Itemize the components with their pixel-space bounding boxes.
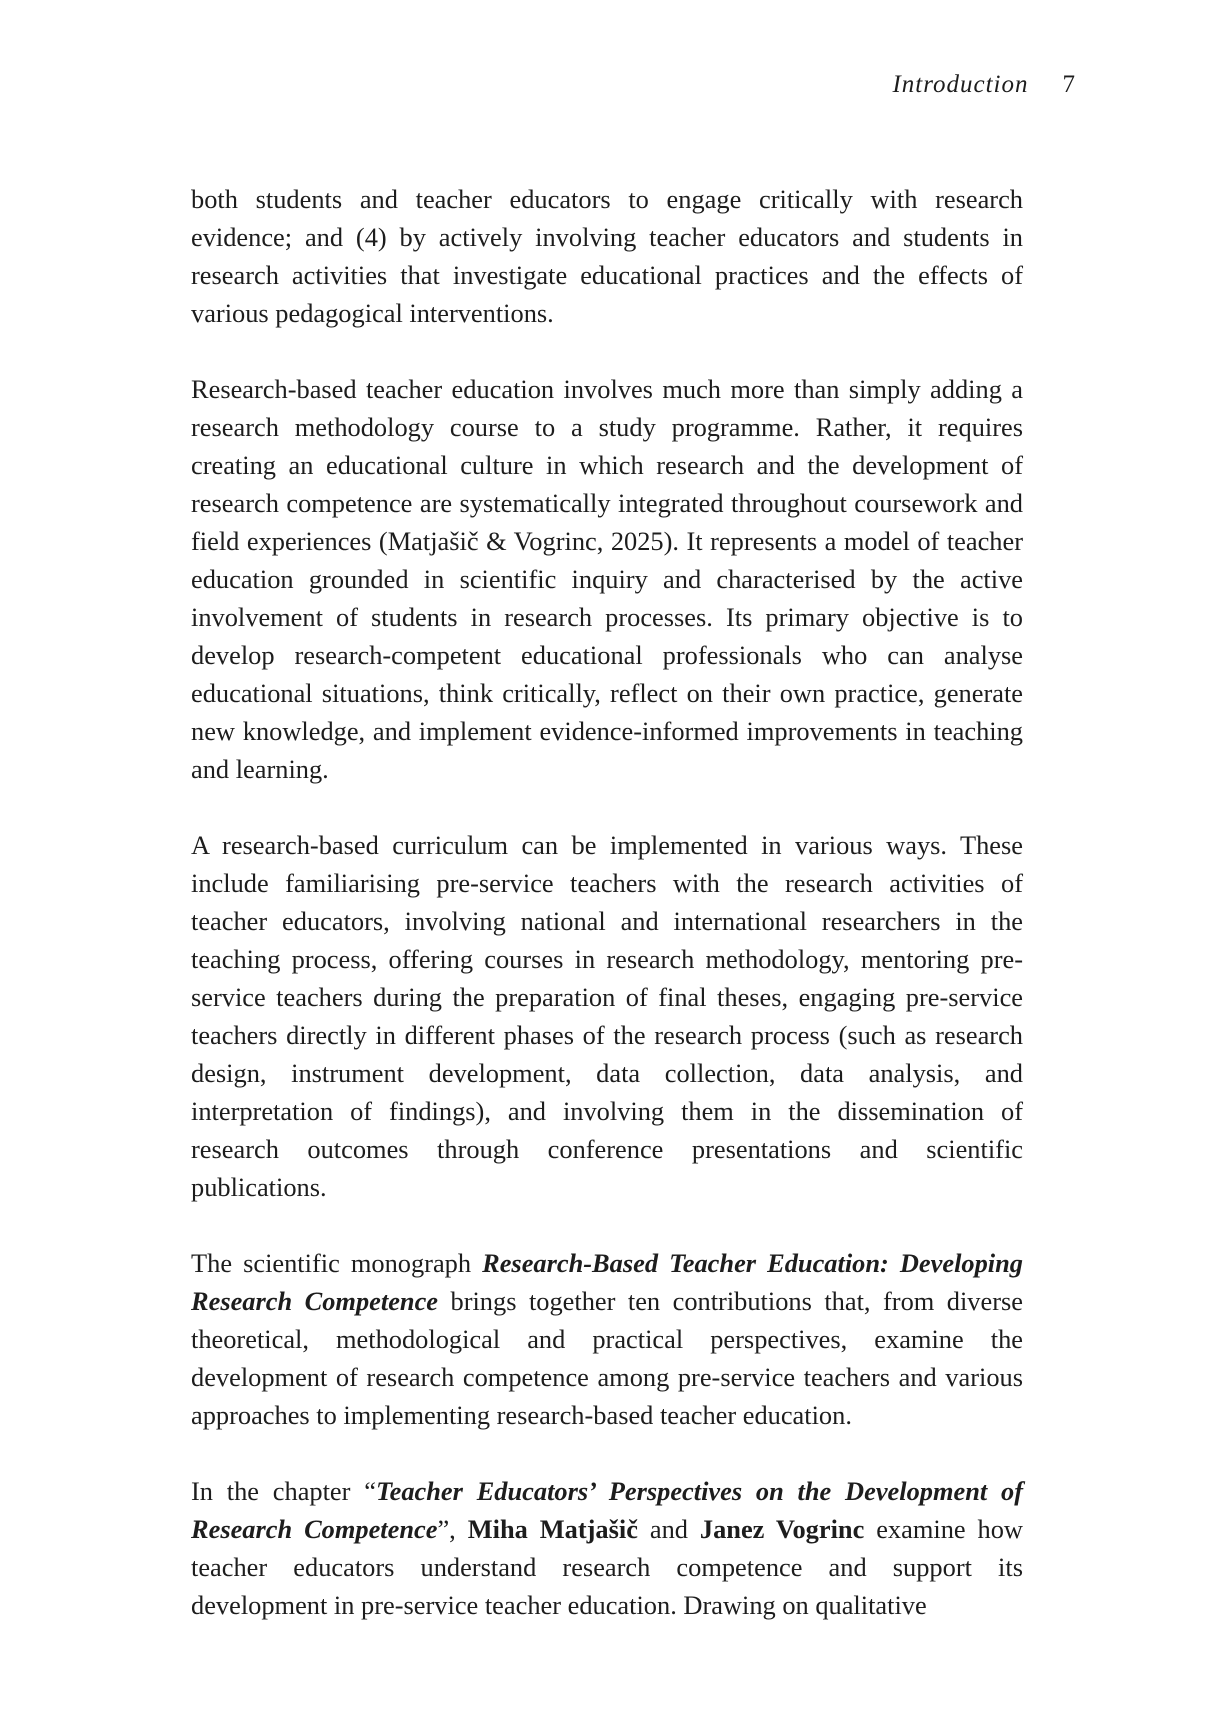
author-name: Janez Vogrinc — [699, 1514, 865, 1544]
running-head — [892, 70, 1075, 100]
paragraph-3: A research-based curriculum can be implemented in various ways. These include familiarising pre-service teachers with the research activities of teacher educators, involving national and international researchers in the teaching process, offering courses in research methodology, mentoring pre-service teachers during the preparation of final theses, engaging pre-service teachers directly in different phases of the research process (such as research design, instrument development, data collection, data analysis, and interpretation of findings), and involving them in the dissemination of research outcomes through conference presentations and scientific publications. — [191, 830, 1023, 1202]
paragraph-5-intro: In the chapter “ — [191, 1476, 376, 1506]
running-title: Introduction — [892, 71, 1029, 98]
paragraph-5-sep2: and — [637, 1514, 700, 1544]
paragraph-4 — [191, 1244, 1023, 1434]
paragraph-5-body: examine how teacher educators understand research competence and support its development in pre-service teacher education. Drawing on qualitative — [191, 1514, 1023, 1620]
page-number: 7 — [1062, 71, 1075, 98]
paragraph-5-sep1: ”, — [437, 1514, 468, 1544]
author-name: Miha Matjašič — [467, 1514, 638, 1544]
paragraph-4-intro: The scientific monograph — [191, 1248, 483, 1278]
paragraph-5 — [191, 1472, 1023, 1624]
paragraph-4-body: brings together ten contributions that, from diverse theoretical, methodological and practical perspectives, examine the development of research competence among pre-service teachers and various approaches to implementing research-based teacher education. — [191, 1286, 1023, 1430]
paragraph-1: both students and teacher educators to engage critically with research evidence; and (4) by actively involving teacher educators and students in research activities that investigate educational practices and the effects of various pedagogical interventions. — [191, 184, 1023, 328]
monograph-title: Research-Based Teacher Education: Developing Research Competence — [191, 1248, 1023, 1316]
body-text — [191, 180, 1023, 1662]
chapter-title: Teacher Educators’ Perspectives on the Development of Research Competence — [191, 1476, 1023, 1544]
paragraph-2: Research-based teacher education involves much more than simply adding a research methodology course to a study programme. Rather, it requires creating an educational culture in which research and the development of research competence are systematically integrated throughout coursework and field experiences (Matjašič & Vogrinc, 2025). It represents a model of teacher education grounded in scientific inquiry and characterised by the active involvement of students in research processes. Its primary objective is to develop research-competent educational professionals who can analyse educational situations, think critically, reflect on their own practice, generate new knowledge, and implement evidence-informed improvements in teaching and learning. — [191, 374, 1023, 784]
